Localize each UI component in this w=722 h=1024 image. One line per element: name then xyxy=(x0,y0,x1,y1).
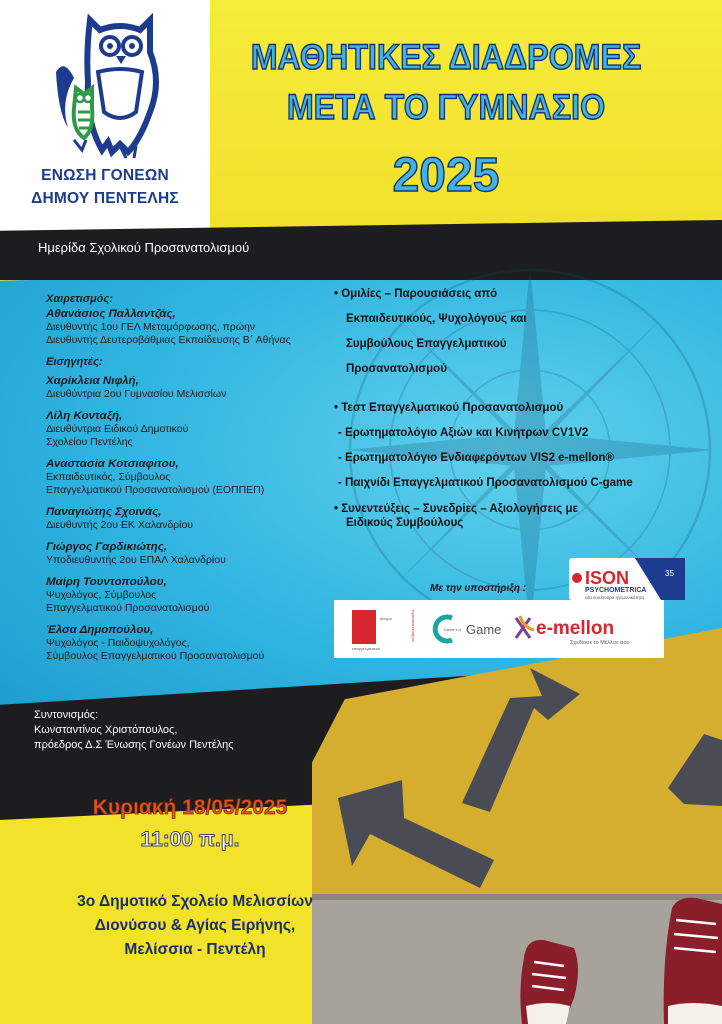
title-line-1: ΜΑΘΗΤΙΚΕΣ ΔΙΑΔΡΟΜΕΣ xyxy=(250,38,642,77)
event-type: Ημερίδα Σχολικού Προσανατολισμού xyxy=(38,240,250,255)
speaker-item xyxy=(46,623,336,663)
ison-sub: PSYCHOMETRICA xyxy=(585,587,647,594)
venue-line-3: Μελίσσια - Πεντέλη xyxy=(124,941,266,958)
test-item: - Ερωτηματολόγιο Ενδιαφερόντων VIS2 e-mellon® xyxy=(338,452,614,464)
talks-block xyxy=(334,282,714,382)
union-line-2: ΔΗΜΟΥ ΠΕΝΤΕΛΗΣ xyxy=(31,190,179,207)
coordination-block xyxy=(34,708,234,753)
speaker-role: Σχολείου Πεντέλης xyxy=(46,436,133,448)
speaker-role: Υποδιευθυντής 2ου ΕΠΑΛ Χαλανδρίου xyxy=(46,554,226,566)
interviews-block xyxy=(334,502,714,530)
ison-psychometrica-logo xyxy=(565,554,690,604)
event-time: 11:00 π.μ. xyxy=(140,828,240,851)
cgame-small: Career in a xyxy=(444,628,462,632)
speaker-name: Μαίρη Τουντοπούλου, xyxy=(46,576,167,588)
title-year: 2025 xyxy=(392,149,500,202)
support-label: Με την υποστήριξη : xyxy=(430,583,526,594)
speaker-name: Αναστασία Κοτσιαφίτου, xyxy=(46,458,179,470)
coordination-line-2: πρόεδρος Δ.Σ Ένωσης Γονέων Πεντέλης xyxy=(34,739,234,751)
speaker-item xyxy=(46,575,336,615)
test-item: - Ερωτηματολόγιο Αξιών και Κινήτρων CV1V2 xyxy=(338,427,589,439)
speaker-role: Ψυχολόγος, Σύμβουλος xyxy=(46,589,157,601)
talks-line-2: Εκπαιδευτικούς, Ψυχολόγους και xyxy=(346,313,527,325)
speaker-item xyxy=(46,457,336,497)
kentro-text-1: κέντρο xyxy=(380,616,392,621)
greeting-name: Αθανάσιος Παλλαντζάς, xyxy=(46,308,176,320)
speaker-item xyxy=(46,505,336,532)
speaker-role: Επαγγελματικού Προσανατολισμού xyxy=(46,602,210,614)
coordination-label: Συντονισμός: xyxy=(34,709,99,721)
speaker-role: Σύμβουλος Επαγγελματικού Προσανατολισμού xyxy=(46,650,265,662)
venue-line-2: Διονύσου & Αγίας Ειρήνης, xyxy=(94,917,296,934)
program-column xyxy=(334,282,714,530)
speaker-name: Χαρίκλεια Νιφλή, xyxy=(46,375,139,387)
speaker-role: Επαγγελματικού Προσανατολισμού (ΕΟΠΠΕΠ) xyxy=(46,484,265,496)
emellon-text: e-mellon xyxy=(536,618,615,639)
greeting-role-2: Διευθυντής Δευτεροβάθμιας Εκπαίδευσης Β΄ Αθήνας xyxy=(46,334,291,346)
ison-tagline: νέα κουλτούρα ηγεμονικότητα xyxy=(585,595,644,600)
talks-line-1: • Ομιλίες – Παρουσιάσεις από xyxy=(334,288,498,300)
tests-block xyxy=(334,396,714,496)
speaker-item xyxy=(46,374,336,401)
title-line-2: ΜΕΤΑ ΤΟ ΓΥΜΝΑΣΙΟ xyxy=(286,88,606,127)
tests-header: • Τεστ Επαγγελματικού Προσανατολισμού xyxy=(334,402,564,414)
ison-name: ISON xyxy=(585,568,630,588)
interviews-line-2: Ειδικούς Συμβούλους xyxy=(346,517,464,529)
coordination-line-1: Κωνσταντίνος Χριστόπουλος, xyxy=(34,724,178,736)
speaker-name: Γιώργος Γαρδικιώτης, xyxy=(46,541,167,553)
union-line-1: ΕΝΩΣΗ ΓΟΝΕΩΝ xyxy=(41,167,169,184)
speaker-name: Παναγιώτης Σχοινάς, xyxy=(46,506,162,518)
greeting-label: Χαιρετισμός: xyxy=(46,293,113,305)
interviews-line-1: • Συνεντεύξεις – Συνεδρίες – Αξιολογήσεις με xyxy=(334,503,578,515)
speaker-role: Διευθύντρια 2ου Γυμνασίου Μελισσίων xyxy=(46,388,227,400)
talks-line-4: Προσανατολισμού xyxy=(346,363,447,375)
greeting-role-1: Διευθυντής 1ου ΓΕΛ Μεταμόρφωσης, πρώην xyxy=(46,321,256,333)
speaker-role: Διευθύντρια Ειδικού Δημοτικού xyxy=(46,423,189,435)
owl-logo-icon xyxy=(50,12,168,162)
cgame-logo xyxy=(430,612,510,646)
speaker-name: Λίλη Κονταξή, xyxy=(46,410,123,422)
venue-block xyxy=(20,890,370,962)
speakers-column xyxy=(46,292,336,671)
emellon-logo xyxy=(510,610,660,650)
speaker-item xyxy=(46,540,336,567)
ison-badge: 35 xyxy=(665,569,674,578)
speakers-label: Εισηγητές: xyxy=(46,356,103,368)
event-date: Κυριακή 18/05/2025 xyxy=(92,796,288,819)
talks-line-3: Συμβούλους Επαγγελματικού xyxy=(346,338,507,350)
cgame-text: Game xyxy=(466,622,502,637)
greeting-block xyxy=(46,292,336,347)
test-item: - Παιχνίδι Επαγγελματικού Προσανατολισμού C-game xyxy=(338,477,633,489)
emellon-tagline: Σχεδίασε το Μέλλον σου xyxy=(570,640,630,646)
speaker-role: Εκπαιδευτικός, Σύμβουλος xyxy=(46,471,171,483)
speaker-role: Διευθυντής 2ου ΕΚ Χαλανδρίου xyxy=(46,519,194,531)
kentro-logo xyxy=(346,606,416,652)
speaker-item xyxy=(46,409,336,449)
speaker-role: Ψυχολόγος - Παιδοψυχολόγος, xyxy=(46,637,190,649)
kentro-text-2: επαγγελματικού xyxy=(352,646,381,651)
speaker-name: Έλσα Δημοπούλου, xyxy=(46,624,154,636)
kentro-text-3: προσανατολισμού xyxy=(411,610,416,643)
sneaker-icon xyxy=(664,898,722,1024)
venue-line-1: 3ο Δημοτικό Σχολείο Μελισσίων xyxy=(77,893,313,910)
